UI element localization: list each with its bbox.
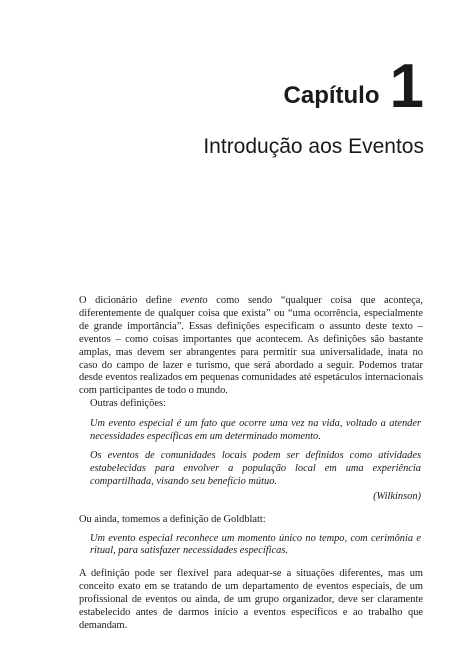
other-definitions-label: Outras definições: <box>90 398 166 410</box>
chapter-body <box>79 295 423 633</box>
intro-text-start: O dicionário define <box>79 295 181 306</box>
chapter-header <box>283 52 424 121</box>
intro-emphasis: evento <box>180 295 208 306</box>
intro-text-rest: como sendo “qualquer coisa que aconteça, diferentemente de qualquer coisa que exista” ou “uma ocorrência, especialmente de grande importância”. Essas definições especificam o assunto deste texto – eventos – como coisas importantes que acontecem. As definições são bastante amplas, mas devem ser abrangentes para permitir sua universalidade, inata no caso do campo de lazer e turismo, que será abordado a seguir. Podemos tratar desde eventos realizados em pequenas comunidades até espetáculos internacionais com participantes de todo o mundo. <box>79 295 423 397</box>
quote-attribution: (Wilkinson) <box>373 490 421 502</box>
chapter-number: 1 <box>389 52 424 121</box>
quote-goldblatt: Um evento especial reconhece um momento único no tempo, com cerimônia e ritual, para satisfazer necessidades específicas. <box>90 532 421 557</box>
quote-community-events: Os eventos de comunidades locais podem ser definidos como atividades estabelecidas para envolver a população local em uma experiência compartilhada, visando seu benefício mútuo. <box>90 449 421 487</box>
goldblatt-intro: Ou ainda, tomemos a definição de Goldblatt: <box>79 513 266 525</box>
closing-paragraph: A definição pode ser flexível para adequar-se a situações diferentes, mas um conceito exato em se tratando de um departamento de eventos especiais, de um profissional de eventos ou ainda, de um grupo organizador, deve ser claramente estabelecido antes de darmos início a eventos específicos e ao trabalho que demandam. <box>79 568 423 631</box>
chapter-title: Introdução aos Eventos <box>203 135 424 158</box>
quote-special-event: Um evento especial é um fato que ocorre uma vez na vida, voltado a atender necessidades específicas em um determinado momento. <box>90 418 421 443</box>
intro-paragraph <box>79 295 423 398</box>
chapter-label: Capítulo <box>283 81 380 109</box>
